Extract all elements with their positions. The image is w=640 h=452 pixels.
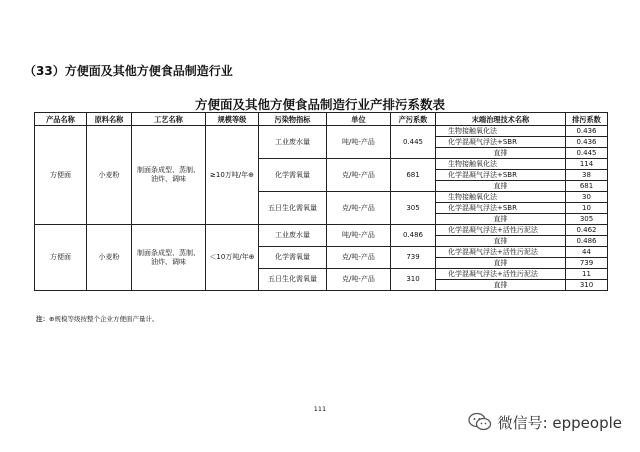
cell-discharge-coefficient: 305 — [566, 214, 608, 225]
table-header-row — [35, 113, 608, 126]
cell-pollutant: 工业废水量 — [259, 225, 327, 247]
header-process: 工艺名称 — [132, 113, 206, 126]
cell-discharge-coefficient: 38 — [566, 170, 608, 181]
header-generation-coefficient: 产污系数 — [391, 113, 436, 126]
page-number: 111 — [313, 405, 327, 413]
emission-coefficient-table — [34, 112, 608, 291]
cell-pollutant: 工业废水量 — [259, 126, 327, 159]
footnote — [36, 314, 158, 323]
cell-unit: 克/吨-产品 — [327, 192, 391, 225]
cell-unit: 克/吨-产品 — [327, 247, 391, 269]
cell-treatment-technology: 化学混凝气浮法+SBR — [436, 170, 566, 181]
cell-generation-coefficient: 0.486 — [391, 225, 436, 247]
cell-discharge-coefficient: 11 — [566, 269, 608, 280]
cell-unit: 克/吨-产品 — [327, 159, 391, 192]
cell-process: 制面条成型、蒸制、油炸、调味 — [132, 225, 206, 291]
cell-discharge-coefficient: 739 — [566, 258, 608, 269]
cell-material: 小麦粉 — [87, 225, 132, 291]
wechat-icon — [468, 412, 492, 432]
table-row — [35, 225, 608, 236]
cell-discharge-coefficient: 0.436 — [566, 137, 608, 148]
cell-scale: ＜10万吨/年⊕ — [206, 225, 259, 291]
cell-discharge-coefficient: 30 — [566, 192, 608, 203]
cell-treatment-technology: 化学混凝气浮法+SBR — [436, 203, 566, 214]
cell-treatment-technology: 直排 — [436, 258, 566, 269]
cell-treatment-technology: 直排 — [436, 148, 566, 159]
cell-pollutant: 五日生化需氧量 — [259, 192, 327, 225]
watermark-text: 微信号: eppeople — [497, 413, 622, 432]
header-discharge-coefficient: 排污系数 — [566, 113, 608, 126]
cell-generation-coefficient: 739 — [391, 247, 436, 269]
cell-treatment-technology: 生物接触氧化法 — [436, 159, 566, 170]
header-pollutant: 污染物指标 — [259, 113, 327, 126]
footnote-text: ⊕规模等级按整个企业方便面产量计。 — [49, 315, 159, 323]
cell-discharge-coefficient: 310 — [566, 280, 608, 291]
cell-discharge-coefficient: 44 — [566, 247, 608, 258]
cell-pollutant: 五日生化需氧量 — [259, 269, 327, 291]
cell-discharge-coefficient: 681 — [566, 181, 608, 192]
cell-discharge-coefficient: 0.445 — [566, 148, 608, 159]
cell-treatment-technology: 化学混凝气浮法+活性污泥法 — [436, 269, 566, 280]
header-unit: 单位 — [327, 113, 391, 126]
cell-product: 方便面 — [35, 225, 87, 291]
cell-unit: 克/吨-产品 — [327, 269, 391, 291]
cell-treatment-technology: 化学混凝气浮法+活性污泥法 — [436, 225, 566, 236]
cell-treatment-technology: 生物接触氧化法 — [436, 192, 566, 203]
cell-treatment-technology: 化学混凝气浮法+SBR — [436, 137, 566, 148]
cell-discharge-coefficient: 0.462 — [566, 225, 608, 236]
cell-discharge-coefficient: 10 — [566, 203, 608, 214]
header-material: 原料名称 — [87, 113, 132, 126]
table-row — [35, 126, 608, 137]
cell-treatment-technology: 直排 — [436, 236, 566, 247]
cell-generation-coefficient: 681 — [391, 159, 436, 192]
cell-unit: 吨/吨-产品 — [327, 225, 391, 247]
cell-discharge-coefficient: 0.436 — [566, 126, 608, 137]
table-body — [35, 126, 608, 291]
cell-treatment-technology: 化学混凝气浮法+活性污泥法 — [436, 247, 566, 258]
cell-discharge-coefficient: 0.486 — [566, 236, 608, 247]
cell-generation-coefficient: 0.445 — [391, 126, 436, 159]
cell-scale: ≥10万吨/年⊕ — [206, 126, 259, 225]
cell-process: 制面条成型、蒸制、油炸、调味 — [132, 126, 206, 225]
cell-product: 方便面 — [35, 126, 87, 225]
section-heading: （33）方便面及其他方便食品制造行业 — [24, 64, 233, 78]
cell-treatment-technology: 直排 — [436, 214, 566, 225]
cell-treatment-technology: 生物接触氧化法 — [436, 126, 566, 137]
cell-pollutant: 化学需氧量 — [259, 159, 327, 192]
header-treatment-technology: 末端治理技术名称 — [436, 113, 566, 126]
cell-generation-coefficient: 310 — [391, 269, 436, 291]
cell-generation-coefficient: 305 — [391, 192, 436, 225]
cell-discharge-coefficient: 114 — [566, 159, 608, 170]
header-product: 产品名称 — [35, 113, 87, 126]
cell-material: 小麦粉 — [87, 126, 132, 225]
cell-treatment-technology: 直排 — [436, 280, 566, 291]
footnote-label: 注： — [36, 315, 49, 323]
cell-treatment-technology: 直排 — [436, 181, 566, 192]
table-title: 方便面及其他方便食品制造行业产排污系数表 — [194, 97, 445, 112]
wechat-watermark — [468, 410, 622, 434]
header-scale: 规模等级 — [206, 113, 259, 126]
cell-unit: 吨/吨-产品 — [327, 126, 391, 159]
cell-pollutant: 化学需氧量 — [259, 247, 327, 269]
